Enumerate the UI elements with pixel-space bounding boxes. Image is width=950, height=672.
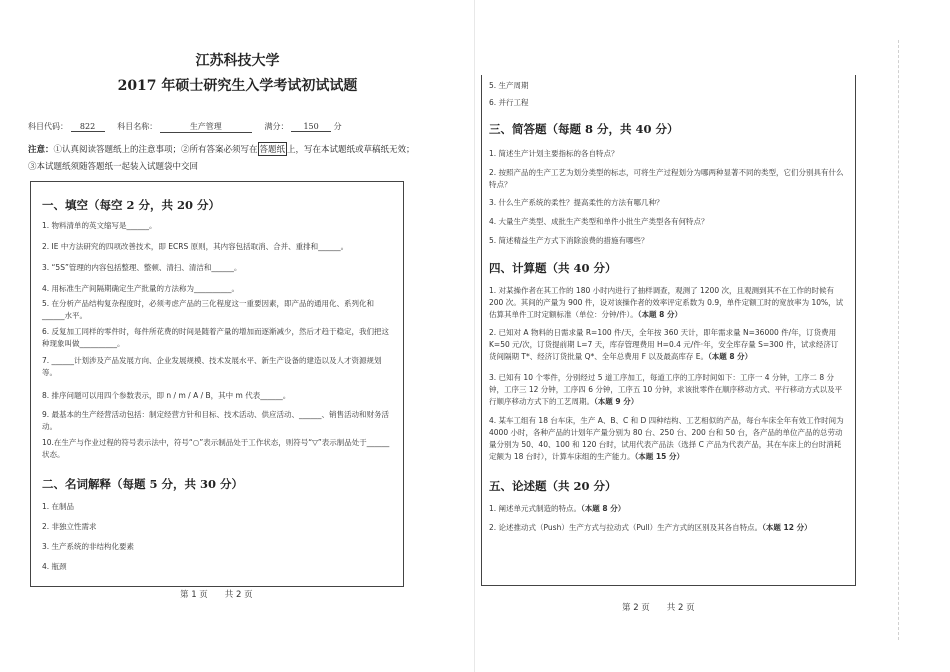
short-question-2: 2. 按照产品的生产工艺为划分类型的标志，可将生产过程划分为哪两种显著不同的类型，它们分别具有什么特点？ [489, 168, 844, 189]
essay-question-2-text: 2. 论述推动式（Push）生产方式与拉动式（Pull）生产方式的区别及其各自特点。 [489, 523, 763, 532]
term-question-2: 2. 非独立性需求 [42, 522, 97, 531]
fill-question-7: 7. ______计划涉及产品发展方向、企业发展规模、技术发展水平、新生产设备的建造以及人才资源规划等。 [42, 356, 382, 377]
calc-question-4 [489, 415, 844, 463]
exam-title: 2017 年硕士研究生入学考试初试试题 [117, 78, 358, 94]
calc-question-4-text: 4. 某车工组有 18 台车床，生产 A、B、C 和 D 四种结构、工艺相似的产品，每台车床全年有效工作时间为 4000 小时，各种产品的计划年产量分别为 80 台、250 台、200 台和 50 台，各产品的单位产品的总劳动量分别为 50、40、100 和 120 台时，试用代表产品法（选择 C 产品为代表产品，其在车床上的台时消耗定额为 18 台时），计算车床组的生产能力。 [489, 416, 844, 461]
calc-question-3-text: 3. 已知有 10 个零件，分别经过 5 道工序加工，每道工序的工序时间如下：工序一 4 分钟，工序二 8 分钟，工序三 12 分钟，工序四 6 分钟，工序五 10 分钟，求该批零件在顺序移动方式、平行移动方式以及平行顺序移动方式下的工艺周期。 [489, 373, 843, 406]
full-score-label: 满分： [264, 122, 289, 131]
page-2-footer: 第 2 页 共 2 页 [622, 603, 695, 613]
essay-question-2 [489, 522, 849, 534]
fill-question-4: 4. 用标准生产间隔期确定生产批量的方法称为__________。 [42, 284, 240, 293]
fill-question-9: 9. 最基本的生产经营活动包括：制定经营方针和目标、技术活动、供应活动、______、销售活动和财务活动。 [42, 410, 390, 431]
subject-name-value: 生产管理 [160, 121, 252, 133]
subject-code-label: 科目代码： [28, 122, 68, 131]
full-score-value: 150 [291, 122, 331, 132]
term-question-4: 4. 瓶颈 [42, 562, 67, 571]
term-question-6: 6. 并行工程 [489, 98, 529, 107]
notice-prefix: 注意： [28, 145, 54, 155]
calc-question-2-points: （本题 8 分） [707, 352, 753, 361]
notice-line-2: ③本试题纸须随答题纸一起装入试题袋中交回 [28, 162, 199, 172]
calc-question-4-points: （本题 15 分） [634, 452, 684, 461]
short-question-4: 4. 大量生产类型、成批生产类型和单件小批生产类型各有何特点？ [489, 217, 709, 226]
fill-question-8: 8. 排序问题可以用四个参数表示，即 n / m / A / B，其中 m 代表______。 [42, 391, 291, 400]
notice-text-c: 上，写在本试题纸或草稿纸无效； [287, 145, 415, 155]
answer-sheet-box: 答题纸 [258, 142, 288, 156]
university-name: 江苏科技大学 [195, 53, 280, 69]
fill-question-10: 10.在生产与作业过程的符号表示法中，符号“○”表示制品处于工作状态，则符号“▽”表示制品处于______状态。 [42, 438, 390, 459]
term-question-5: 5. 生产周期 [489, 81, 529, 90]
short-question-1: 1. 简述生产计划主要指标的各自特点？ [489, 149, 619, 158]
short-question-3: 3. 什么生产系统的柔性？提高柔性的方法有哪几种？ [489, 198, 664, 207]
short-question-5: 5. 简述精益生产方式下消除浪费的措施有哪些？ [489, 236, 649, 245]
subject-name-label: 科目名称： [117, 122, 158, 131]
fill-question-1: 1. 物料清单的英文缩写是______。 [42, 221, 157, 230]
calc-question-1-text: 1. 对某操作者在其工作的 180 小时内进行了抽样调查，观测了 1200 次，且观测到其不在工作的时候有 200 次。其间的产量为 900 件，设对该操作者的效率评定系数为 0.9，单件定额工时的宽放率为 10%，试估算其单件工时定额标准（单位：分钟/件）。 [489, 286, 844, 319]
subject-code-value: 822 [71, 122, 105, 132]
calc-question-2-text: 2. 已知对 A 物料的日需求量 R=100 件/天，全年按 360 天计，即年需求量 N=36000 件/年，订货费用 K=50 元/次，订货提前期 L=7 天，库存管理费用 H=0.4 元/件·年，安全库存量 S=300 件，试求经济订货间隔期 T*、经济订货批量 Q*、全年总费用 F 以及最高库存 E。 [489, 328, 839, 361]
calc-question-1-points: （本题 8 分） [637, 310, 682, 319]
subject-info [28, 121, 342, 133]
essay-question-2-points: （本题 12 分） [762, 523, 812, 532]
calc-question-1 [489, 285, 844, 321]
essay-question-1-points: （本题 8 分） [581, 504, 626, 513]
calc-question-3-points: （本题 9 分） [594, 397, 639, 406]
scan-edge-line [898, 40, 900, 640]
calc-question-3 [489, 372, 844, 408]
section-3-title: 三、简答题（每题 8 分，共 40 分） [489, 122, 679, 136]
notice-text-a: ①认真阅读答题纸上的注意事项；②所有答案必须写在 [53, 145, 258, 155]
essay-question-1-text: 1. 阐述单元式制造的特点。 [489, 504, 582, 513]
essay-question-1 [489, 503, 844, 515]
term-question-1: 1. 在制品 [42, 502, 75, 511]
section-5-title: 五、论述题（共 20 分） [489, 479, 617, 493]
term-question-3: 3. 生产系统的非结构化要素 [42, 542, 135, 551]
section-1-title: 一、填空（每空 2 分，共 20 分） [42, 198, 221, 212]
calc-question-2 [489, 327, 844, 363]
fill-question-5: 5. 在分析产品结构复杂程度时，必须考虑产品的三化程度这一重要因素，即产品的通用化、系列化和______水平。 [42, 299, 375, 320]
page-1-footer: 第 1 页 共 2 页 [180, 590, 253, 600]
full-score-unit: 分 [333, 122, 342, 131]
fill-question-3: 3. “5S”管理的内容包括整理、整顿、清扫、清洁和______。 [42, 263, 242, 272]
section-2-title: 二、名词解释（每题 5 分，共 30 分） [42, 477, 244, 491]
fill-question-6: 6. 反复加工同样的零件时，每件所花费的时间是随着产量的增加而逐渐减少，然后才趋于稳定，我们把这种现象叫做__________。 [42, 327, 390, 348]
fill-question-2: 2. IE 中方法研究的四项改善技术，即 ECRS 原则，其内容包括取消、合并、重排和______。 [42, 242, 349, 251]
section-4-title: 四、计算题（共 40 分） [489, 261, 617, 275]
notice-line-1 [28, 142, 415, 156]
exam-page-2 [475, 0, 950, 672]
